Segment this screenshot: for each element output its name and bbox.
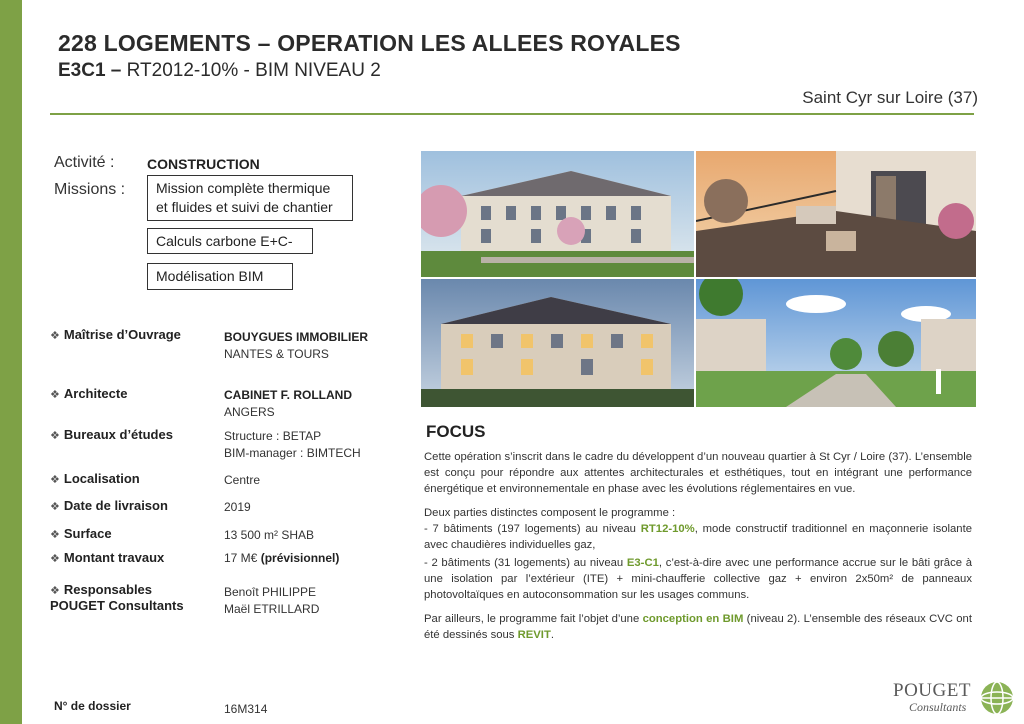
- dossier-number: 16M314: [224, 702, 268, 716]
- page-title: 228 LOGEMENTS – OPERATION LES ALLEES ROYALES: [58, 30, 681, 56]
- bureaux-label: ❖ Bureaux d’études: [50, 427, 173, 442]
- focus-text: [424, 449, 972, 651]
- livraison-label: ❖ Date de livraison: [50, 498, 168, 513]
- localisation-value: Centre: [224, 473, 261, 487]
- responsables-company: POUGET Consultants: [50, 598, 184, 613]
- dossier-label: N° de dossier: [54, 699, 131, 713]
- logo-name: POUGET: [893, 680, 971, 701]
- maitrise-value: BOUYGUES IMMOBILIER NANTES & TOURS: [224, 330, 369, 361]
- livraison-value: 2019: [224, 500, 251, 514]
- mission-box-bim: Modélisation BIM: [147, 263, 293, 290]
- focus-paragraph-bim: Par ailleurs, le programme fait l’objet d’une conception en BIM (niveau 2). L’ensemble des réseaux CVC ont été dessinés sous REVIT.: [424, 613, 972, 641]
- responsables-value: Benoît PHILIPPE Maël ETRILLARD: [224, 585, 320, 616]
- surface-label: ❖ Surface: [50, 526, 112, 541]
- montant-label: ❖ Montant travaux: [50, 550, 165, 565]
- architecte-value: CABINET F. ROLLAND ANGERS: [224, 388, 352, 419]
- activity-value: CONSTRUCTION: [147, 156, 260, 172]
- logo-subtitle: Consultants: [909, 700, 967, 714]
- surface-value: 13 500 m² SHAB: [224, 528, 315, 542]
- activity-label: Activité :: [54, 154, 115, 171]
- maitrise-label: ❖ Maîtrise d’Ouvrage: [50, 327, 181, 342]
- photo-park-walkway: [696, 279, 976, 407]
- focus-bullet-e3c1: - 2 bâtiments (31 logements) au niveau E3-C1, c’est-à-dire avec une performance accrue sur le bâti grâce à une isolation par l’extérieur (ITE) + mini-chaufferie collective gaz + environ 2x50m² de panneaux photovoltaïques en autoconsommation sur les usages communs.: [424, 557, 972, 601]
- mission-box-carbon: Calculs carbone E+C-: [147, 228, 313, 254]
- location-label: Saint Cyr sur Loire (37): [802, 88, 978, 107]
- mission-box-thermal: Mission complète thermique et fluides et suivi de chantier: [147, 175, 353, 221]
- project-photo-grid: [421, 151, 976, 407]
- focus-paragraph-intro: Cette opération s’inscrit dans le cadre du développent d’un nouveau quartier à St Cyr / Loire (37). L’ensemble est conçu pour répondre aux attentes architecturales et esthétiques, tout en intégrant une performance énergétique et environnementale en phase avec les évolutions réglementaires en vue.: [424, 451, 972, 495]
- localisation-label: ❖ Localisation: [50, 471, 140, 486]
- globe-icon: [979, 680, 1015, 716]
- focus-paragraph-program: Deux parties distinctes composent le programme :: [424, 507, 676, 519]
- architecte-label: ❖ Architecte: [50, 386, 128, 401]
- focus-heading: FOCUS: [426, 422, 486, 441]
- photo-residence-evening: [421, 279, 694, 407]
- pouget-logo: [893, 680, 1018, 720]
- responsables-label: ❖ Responsables: [50, 582, 153, 597]
- page-subtitle: E3C1 – RT2012-10% - BIM NIVEAU 2: [58, 60, 381, 81]
- focus-bullet-rt12: - 7 bâtiments (197 logements) au niveau RT12-10%, mode constructif traditionnel en maçonnerie isolante avec chaudières individuelles gaz,: [424, 523, 972, 551]
- photo-residence-street: [421, 151, 694, 277]
- header-divider: [50, 113, 974, 115]
- photo-balcony-terrace: [696, 151, 976, 277]
- missions-label: Missions :: [54, 181, 126, 198]
- montant-value: 17 M€ (prévisionnel): [224, 551, 340, 565]
- bureaux-value: Structure : BETAP BIM-manager : BIMTECH: [224, 429, 361, 460]
- left-accent-bar: [0, 0, 22, 724]
